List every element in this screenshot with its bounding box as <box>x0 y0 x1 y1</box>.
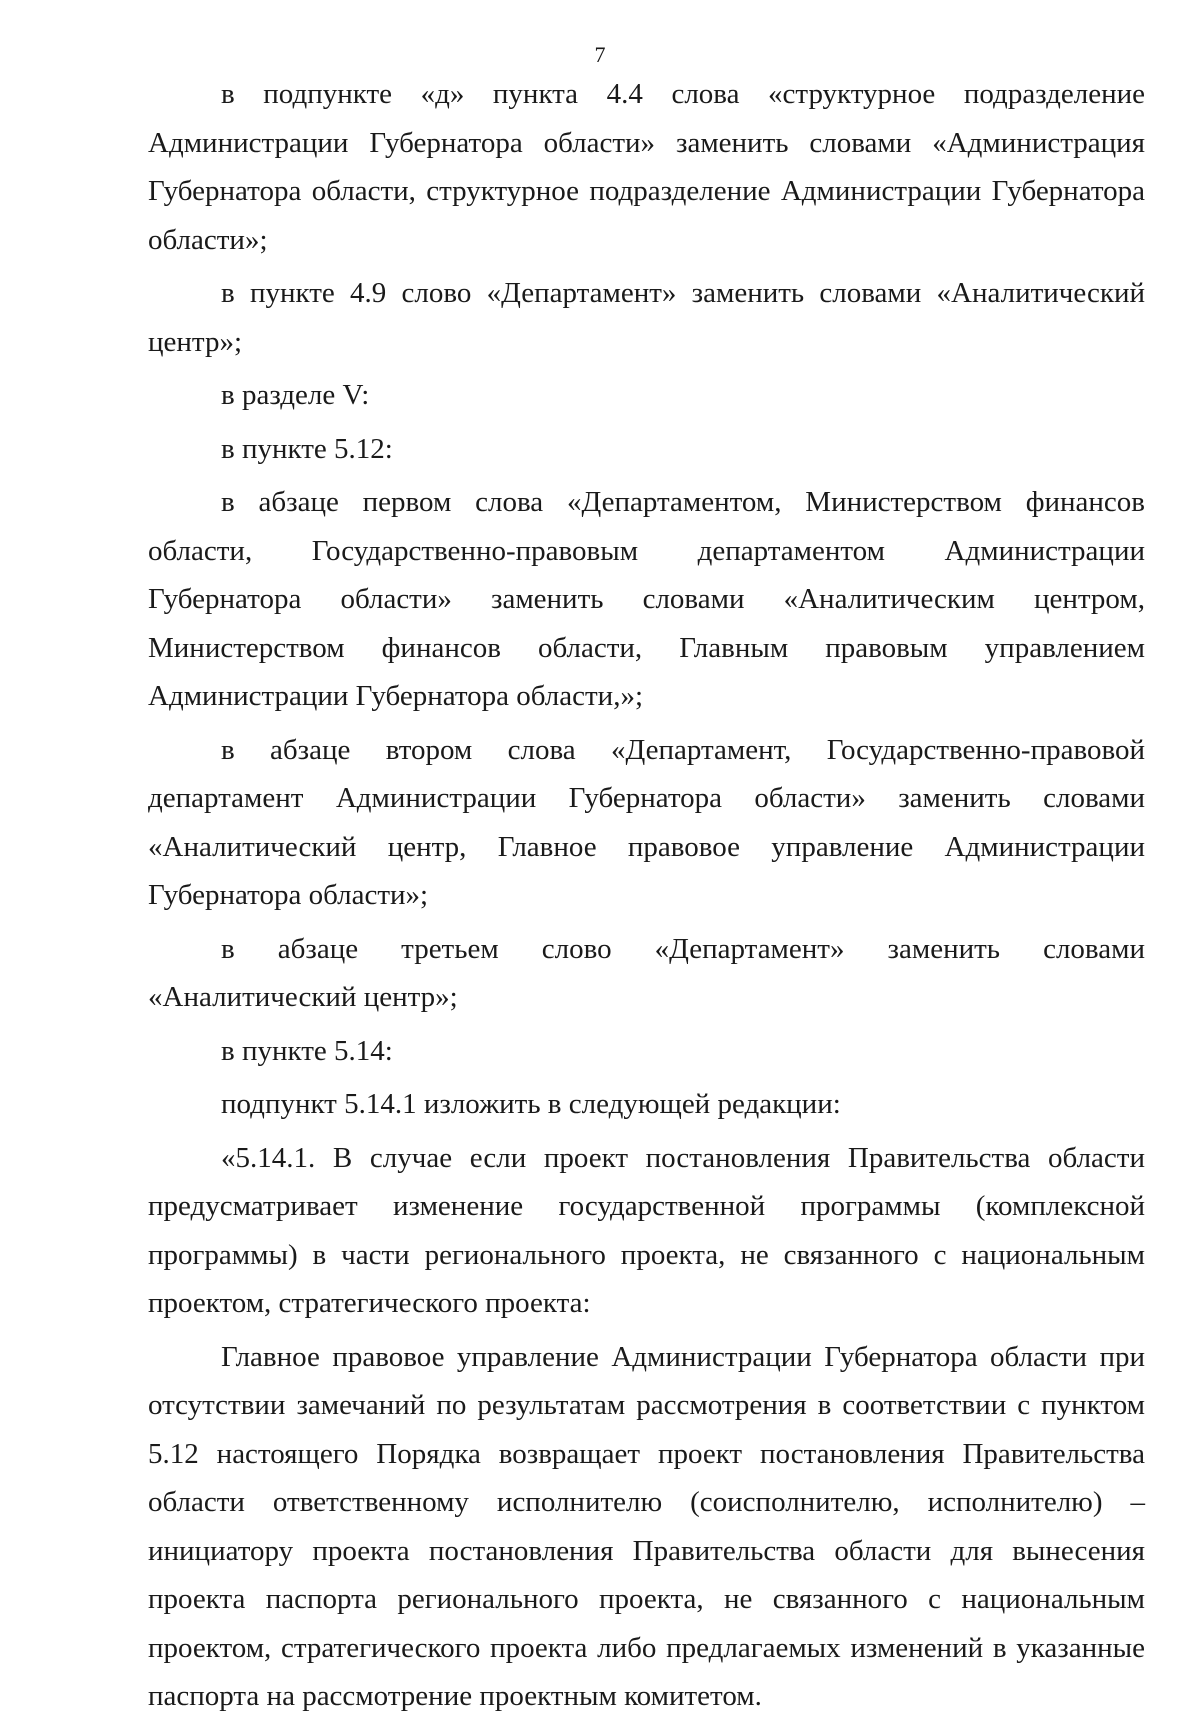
paragraph-5-12-first-abzac: в абзаце первом слова «Департаментом, Министерством финансов области, Государственно-правовым департаментом Администрации Губернатора области» заменить словами «Аналитическим центром, Министерством финансов области, Главным правовым управлением Администрации Губернатора области,»; <box>148 486 1145 712</box>
paragraph-section-v: в разделе V: <box>221 379 370 411</box>
paragraph-point-5-12: в пункте 5.12: <box>221 432 393 465</box>
paragraph-5-14-1-text: «5.14.1. В случае если проект постановления Правительства области предусматривает изменение государственной программы (комплексной программы) в части регионального проекта, не связанного с национальным проектом, стратегического проекта: <box>148 1141 1145 1319</box>
paragraph-5-12-second-abzac: в абзаце втором слова «Департамент, Государственно-правовой департамент Администрации Губернатора области» заменить словами «Аналитический центр, Главное правовое управление Администрации Губернатора области»; <box>148 733 1145 911</box>
paragraph-5-12-third-abzac: в абзаце третьем слово «Департамент» заменить словами «Аналитический центр»; <box>148 932 1145 1013</box>
paragraph-point-5-14: в пункте 5.14: <box>221 1034 393 1067</box>
paragraph-amend-4-4: в подпункте «д» пункта 4.4 слова «структурное подразделение Администрации Губернатора области» заменить словами «Администрация Губернатора области, структурное подразделение Администрации Губернатора области»; <box>148 78 1145 256</box>
paragraph-amend-4-9: в пункте 4.9 слово «Департамент» заменить словами «Аналитический центр»; <box>148 277 1145 358</box>
page-number: 7 <box>594 42 606 67</box>
paragraph-legal-department: Главное правовое управление Администрации Губернатора области при отсутствии замечаний по результатам рассмотрения в соответствии с пунктом 5.12 настоящего Порядка возвращает проект постановления Правительства области ответственному исполнителю (соисполнителю, исполнителю) – инициатору проекта постановления Правительства области для вынесения проекта паспорта регионального проекта, не связанного с национальным проектом, стратегического проекта либо предлагаемых изменений в указанные паспорта на рассмотрение проектным комитетом. <box>148 1340 1145 1712</box>
paragraph-subpoint-5-14-1-intro: подпункт 5.14.1 изложить в следующей редакции: <box>221 1088 841 1120</box>
document-body <box>148 70 1145 1726</box>
